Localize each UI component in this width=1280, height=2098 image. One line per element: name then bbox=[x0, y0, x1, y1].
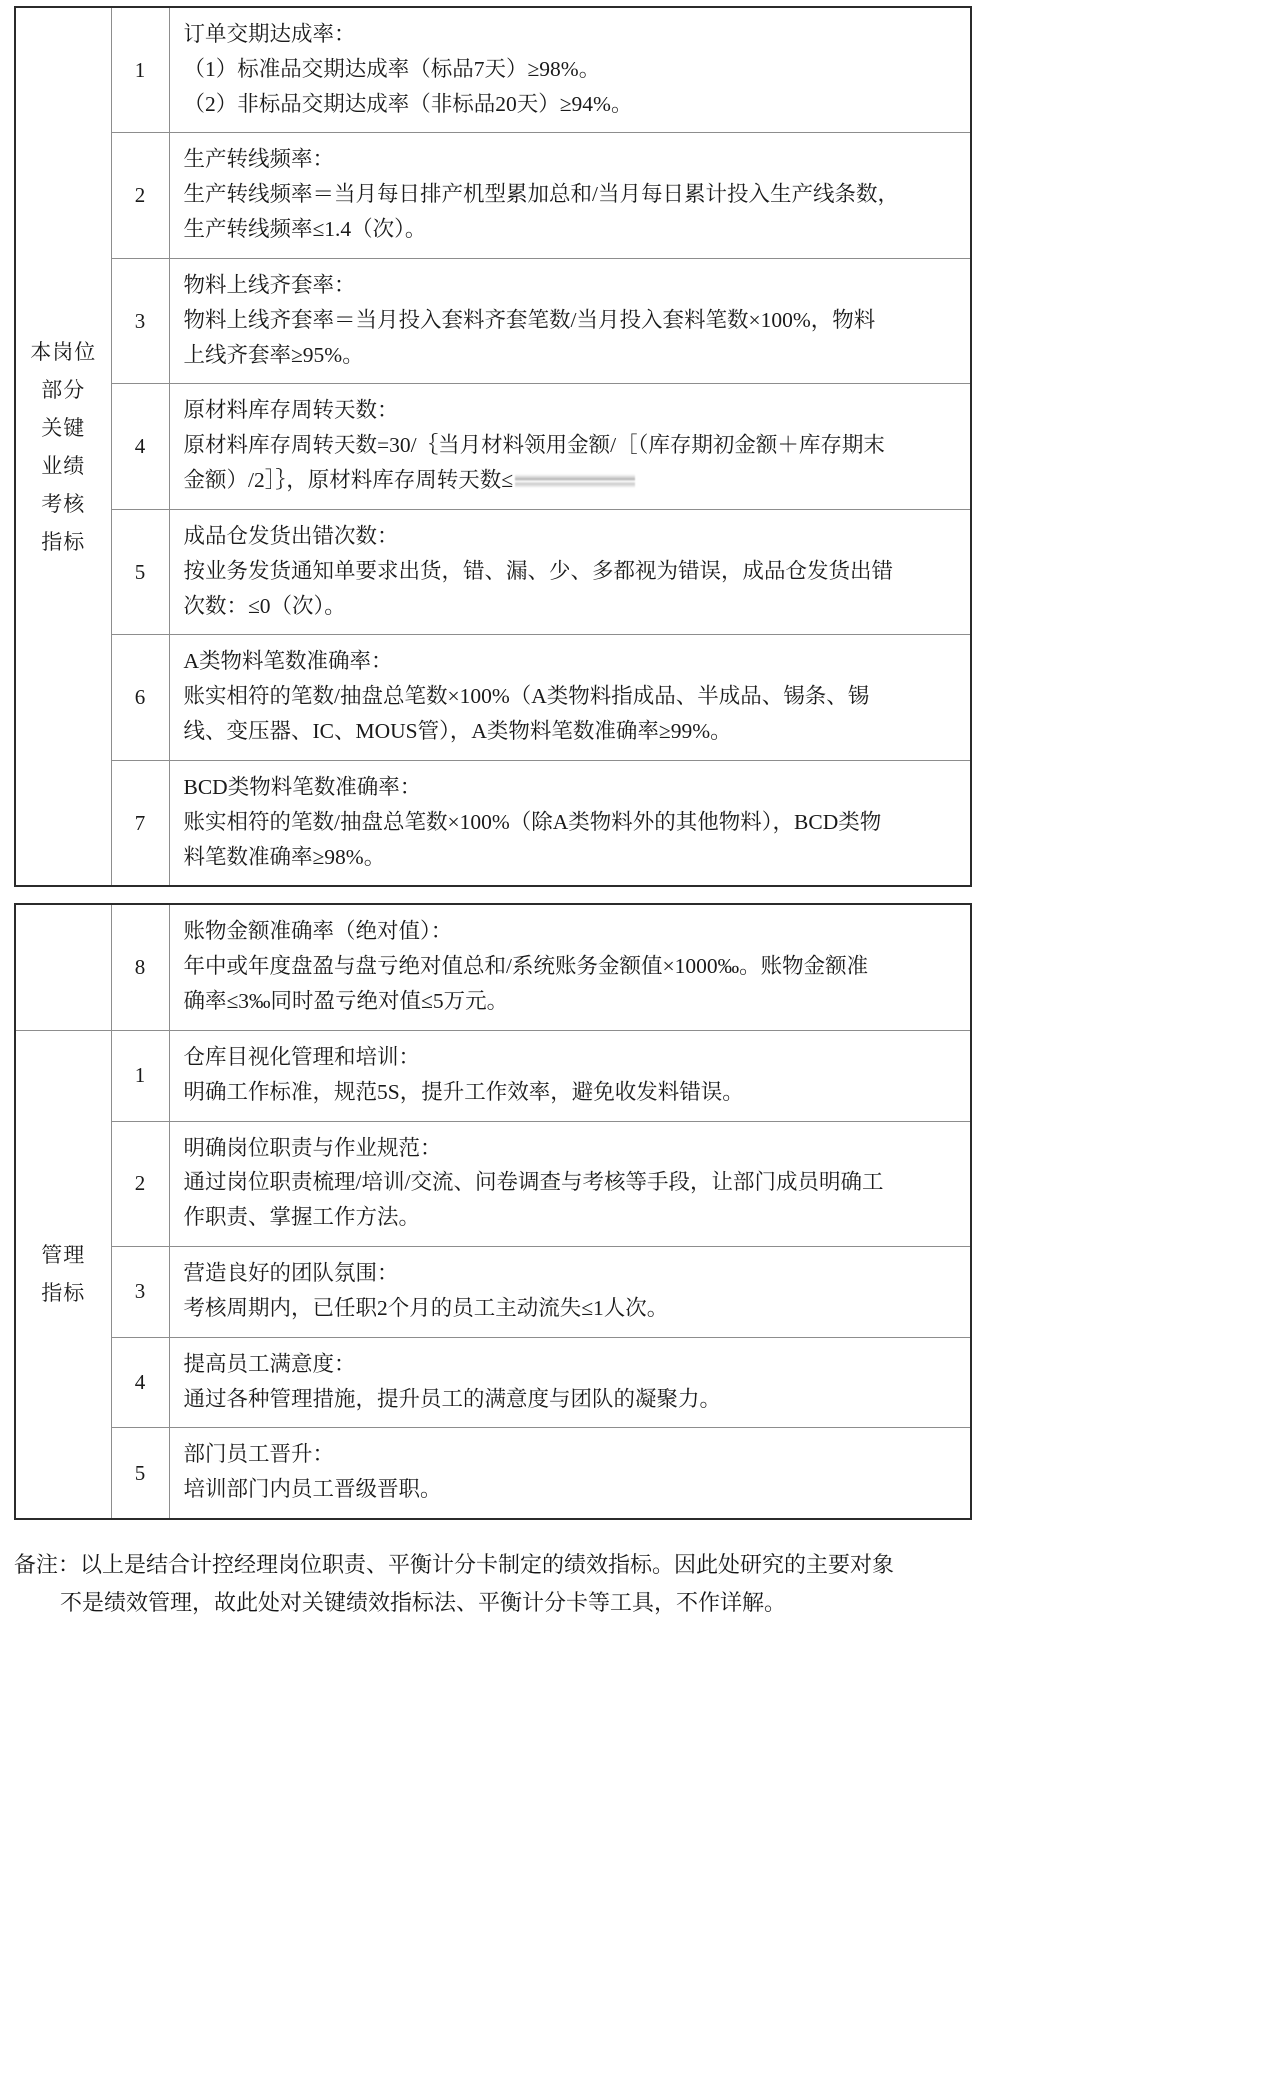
indicator-line: 原材料库存周转天数=30/｛当月材料领用金额/［（库存期初金额＋库存期末 bbox=[183, 433, 885, 458]
row-number: 2 bbox=[111, 133, 169, 258]
indicator-line: 次数：≤0（次）。 bbox=[183, 593, 346, 618]
row-number: 3 bbox=[111, 258, 169, 383]
footnote-line: 备注：以上是结合计控经理岗位职责、平衡计分卡制定的绩效指标。因此处研究的主要对象 bbox=[14, 1551, 895, 1577]
indicator-content bbox=[169, 258, 971, 383]
indicator-line: 料笔数准确率≥98%。 bbox=[183, 844, 386, 869]
row-number: 5 bbox=[111, 509, 169, 634]
indicator-line: 生产转线频率＝当月每日排产机型累加总和/当月每日累计投入生产线条数， bbox=[183, 182, 899, 207]
indicator-content bbox=[169, 1121, 971, 1246]
indicator-line: 确率≤3‰同时盈亏绝对值≤5万元。 bbox=[183, 989, 509, 1014]
indicator-line: 通过岗位职责梳理/培训/交流、问卷调查与考核等手段，让部门成员明确工 bbox=[183, 1170, 884, 1195]
table-row bbox=[15, 904, 971, 1030]
indicator-line: 作职责、掌握工作方法。 bbox=[183, 1205, 421, 1230]
category-label-line: 指标 bbox=[41, 1281, 86, 1306]
indicator-line: 线、变压器、IC、MOUS管），A类物料笔数准确率≥99%。 bbox=[183, 719, 732, 744]
table-row bbox=[15, 258, 971, 383]
indicator-content bbox=[169, 904, 971, 1030]
indicator-line: 物料上线齐套率＝当月投入套料齐套笔数/当月投入套料笔数×100%，物料 bbox=[183, 307, 876, 332]
indicator-content bbox=[169, 1337, 971, 1428]
table-row bbox=[15, 133, 971, 258]
indicator-title: 明确岗位职责与作业规范： bbox=[183, 1135, 442, 1160]
indicator-line: 账实相符的笔数/抽盘总笔数×100%（除A类物料外的其他物料），BCD类物 bbox=[183, 809, 882, 834]
indicator-line: 考核周期内，已任职2个月的员工主动流失≤1人次。 bbox=[183, 1295, 669, 1320]
indicator-line: 生产转线频率≤1.4（次）。 bbox=[183, 217, 427, 242]
indicator-content bbox=[169, 133, 971, 258]
row-number: 5 bbox=[111, 1428, 169, 1519]
footnote bbox=[14, 1546, 966, 1622]
indicator-line: 年中或年度盘盈与盘亏绝对值总和/系统账务金额值×1000‰。账物金额准 bbox=[183, 954, 869, 979]
row-number: 4 bbox=[111, 1337, 169, 1428]
category-label-line: 管理 bbox=[41, 1243, 86, 1268]
row-number: 6 bbox=[111, 635, 169, 760]
indicator-title: A类物料笔数准确率： bbox=[183, 649, 393, 674]
indicator-content bbox=[169, 384, 971, 509]
indicator-line: 账实相符的笔数/抽盘总笔数×100%（A类物料指成品、半成品、锡条、锡 bbox=[183, 684, 870, 709]
row-number: 4 bbox=[111, 384, 169, 509]
indicator-title: 仓库目视化管理和培训： bbox=[183, 1044, 421, 1069]
category-label-line: 部分 bbox=[41, 377, 86, 402]
indicator-title: 账物金额准确率（绝对值）： bbox=[183, 919, 453, 944]
table-row bbox=[15, 384, 971, 509]
table-row bbox=[15, 760, 971, 886]
category-cell-key-performance bbox=[15, 7, 111, 886]
indicator-content bbox=[169, 635, 971, 760]
row-number: 3 bbox=[111, 1247, 169, 1338]
indicator-title: 提高员工满意度： bbox=[183, 1351, 356, 1376]
indicator-title: 营造良好的团队氛围： bbox=[183, 1261, 399, 1286]
table-row bbox=[15, 1337, 971, 1428]
indicator-line-with-redaction bbox=[184, 463, 959, 498]
indicator-content bbox=[169, 509, 971, 634]
indicator-line: 明确工作标准，规范5S，提升工作效率，避免收发料错误。 bbox=[183, 1079, 744, 1104]
row-number: 2 bbox=[111, 1121, 169, 1246]
indicator-line: 上线齐套率≥95%。 bbox=[183, 342, 364, 367]
indicator-line: 按业务发货通知单要求出货，错、漏、少、多都视为错误，成品仓发货出错 bbox=[183, 558, 894, 583]
indicator-content bbox=[169, 1428, 971, 1519]
indicator-line: （1）标准品交期达成率（标品7天）≥98%。 bbox=[183, 56, 601, 81]
indicator-title: 原材料库存周转天数： bbox=[183, 398, 399, 423]
kpi-table-top-body bbox=[15, 7, 971, 886]
category-label-line: 业绩 bbox=[41, 453, 86, 478]
indicator-line: 通过各种管理措施，提升员工的满意度与团队的凝聚力。 bbox=[183, 1386, 722, 1411]
indicator-title: BCD类物料笔数准确率： bbox=[183, 774, 422, 799]
indicator-title: 成品仓发货出错次数： bbox=[183, 523, 399, 548]
table-row bbox=[15, 7, 971, 133]
category-cell-continued bbox=[15, 904, 111, 1030]
kpi-table-top bbox=[14, 6, 972, 887]
table-row bbox=[15, 1428, 971, 1519]
redacted-value-mark bbox=[515, 474, 635, 488]
category-label-line: 本岗位 bbox=[30, 339, 97, 364]
indicator-content bbox=[169, 1030, 971, 1121]
indicator-title: 生产转线频率： bbox=[183, 147, 335, 172]
indicator-content bbox=[169, 760, 971, 886]
indicator-title: 部门员工晋升： bbox=[183, 1442, 335, 1467]
table-row bbox=[15, 1030, 971, 1121]
category-cell-management bbox=[15, 1030, 111, 1519]
footnote-line: 不是绩效管理，故此处对关键绩效指标法、平衡计分卡等工具，不作详解。 bbox=[60, 1589, 787, 1615]
table-row bbox=[15, 1121, 971, 1246]
indicator-content bbox=[169, 7, 971, 133]
row-number: 1 bbox=[111, 7, 169, 133]
table-separator-gap bbox=[0, 887, 1280, 903]
row-number: 7 bbox=[111, 760, 169, 886]
indicator-line: 培训部门内员工晋级晋职。 bbox=[183, 1477, 442, 1502]
row-number: 8 bbox=[111, 904, 169, 1030]
kpi-table-bottom-body bbox=[15, 904, 971, 1519]
indicator-line: （2）非标品交期达成率（非标品20天）≥94%。 bbox=[183, 91, 633, 116]
table-row bbox=[15, 635, 971, 760]
row-number: 1 bbox=[111, 1030, 169, 1121]
category-label-line: 指标 bbox=[41, 529, 86, 554]
indicator-content bbox=[169, 1247, 971, 1338]
indicator-line-text: 金额）/2］｝，原材料库存周转天数≤ bbox=[183, 468, 514, 493]
kpi-table-bottom bbox=[14, 903, 972, 1520]
table-row bbox=[15, 509, 971, 634]
table-row bbox=[15, 1247, 971, 1338]
category-label-line: 关键 bbox=[41, 415, 86, 440]
indicator-title: 物料上线齐套率： bbox=[183, 272, 356, 297]
indicator-title: 订单交期达成率： bbox=[183, 22, 356, 46]
category-label-line: 考核 bbox=[41, 491, 86, 516]
